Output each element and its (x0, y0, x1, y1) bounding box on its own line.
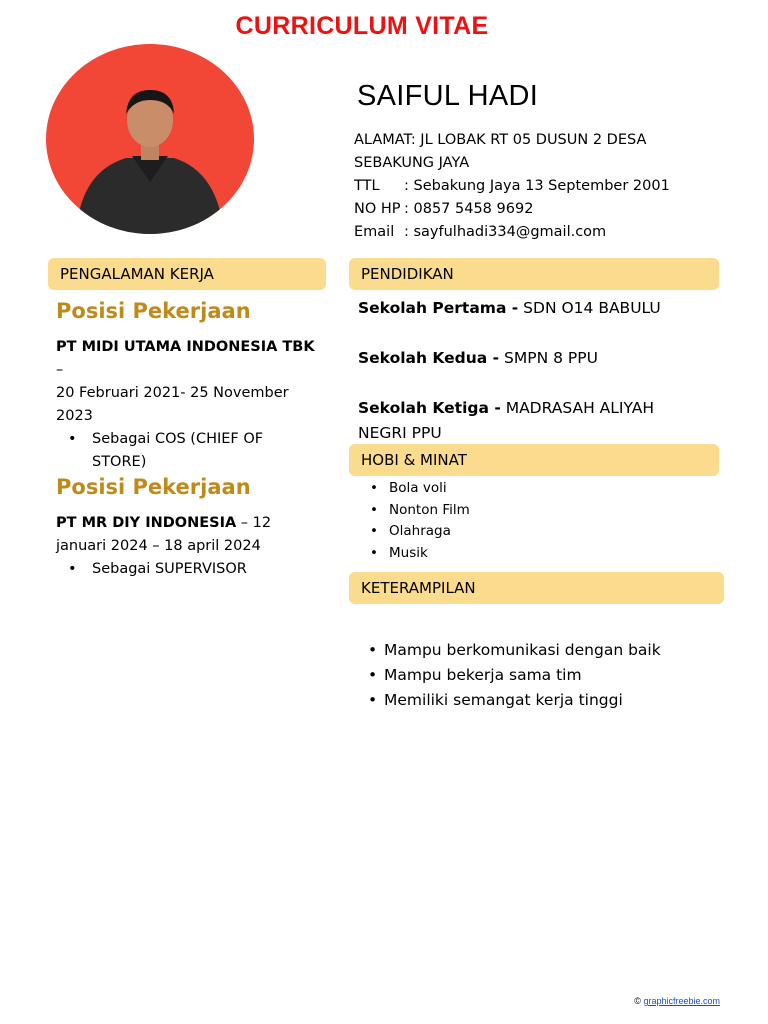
hobbies-list (355, 478, 470, 564)
skill-item: • Mampu berkomunikasi dengan baik (356, 638, 661, 663)
job-duty: • Sebagai SUPERVISOR (46, 558, 318, 581)
education-heading: PENDIDIKAN (349, 258, 719, 290)
skills-list (356, 638, 661, 713)
email-row (354, 221, 714, 244)
skill-item: • Memiliki semangat kerja tinggi (356, 688, 661, 713)
email-value: : sayfulhadi334@gmail.com (404, 224, 607, 240)
email-label: Email (354, 224, 395, 240)
education-item (358, 346, 698, 371)
phone-label: NO HP (354, 201, 401, 217)
job-duty: • Sebagai COS (CHIEF OF STORE) (46, 428, 318, 474)
education-label: Sekolah Pertama - (358, 299, 519, 317)
education-value: MADRASAH ALIYAH NEGRI PPU (358, 399, 655, 442)
footer-link[interactable]: graphicfreebie.com (643, 996, 720, 1006)
education-value: SMPN 8 PPU (499, 349, 598, 367)
company-name: PT MIDI UTAMA INDONESIA TBK (56, 339, 315, 355)
address-line: SEBAKUNG JAYA (354, 155, 470, 171)
skill-item: • Mampu bekerja sama tim (356, 663, 661, 688)
job-dash: – (56, 362, 64, 378)
education-value: SDN O14 BABULU (518, 299, 661, 317)
person-portrait-icon (46, 44, 254, 234)
education-item (358, 296, 698, 321)
profile-photo (46, 44, 254, 234)
education-label: Sekolah Kedua - (358, 349, 500, 367)
education-label: Sekolah Ketiga - (358, 399, 501, 417)
page-title: CURRICULUM VITAE (235, 12, 489, 40)
full-name: SAIFUL HADI (357, 80, 539, 112)
contact-block (354, 129, 714, 244)
ttl-value: : Sebakung Jaya 13 September 2001 (404, 178, 670, 194)
ttl-row (354, 175, 714, 198)
hobby-item: • Olahraga (355, 521, 470, 543)
job-duties (46, 428, 318, 474)
hobby-item: • Musik (355, 543, 470, 565)
phone-value: : 0857 5458 9692 (404, 201, 534, 217)
job-period: – 12 januari 2024 – 18 april 2024 (56, 515, 272, 554)
copyright-symbol: © (634, 996, 641, 1006)
hobby-item: • Nonton Film (355, 500, 470, 522)
education-item (358, 396, 688, 446)
job-entry (56, 336, 318, 474)
ttl-label: TTL (354, 178, 380, 194)
footer-credit (634, 996, 720, 1006)
company-name: PT MR DIY INDONESIA (56, 515, 237, 531)
skills-heading: KETERAMPILAN (349, 572, 724, 604)
job-duties (46, 558, 318, 581)
position-title: Posisi Pekerjaan (56, 299, 251, 323)
job-period: 20 Februari 2021- 25 November 2023 (56, 385, 289, 424)
position-title: Posisi Pekerjaan (56, 475, 251, 499)
address-line: ALAMAT: JL LOBAK RT 05 DUSUN 2 DESA (354, 132, 647, 148)
hobbies-heading: HOBI & MINAT (349, 444, 719, 476)
hobby-item: • Bola voli (355, 478, 470, 500)
phone-row (354, 198, 714, 221)
job-entry (56, 512, 318, 581)
experience-heading: PENGALAMAN KERJA (48, 258, 326, 290)
